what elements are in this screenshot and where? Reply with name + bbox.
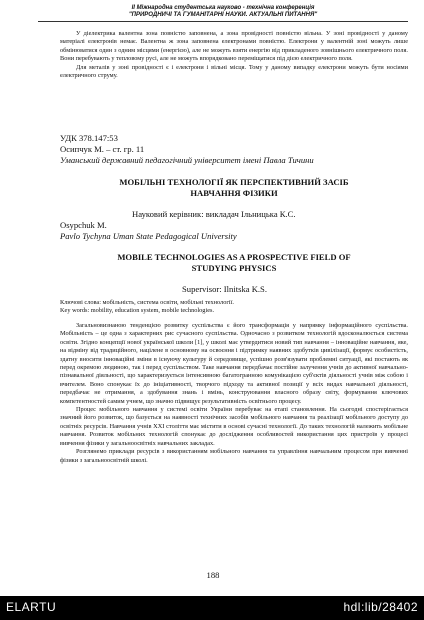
article-title-en-line-1: MOBILE TECHNOLOGIES AS A PROSPECTIVE FIELD OF	[117, 252, 351, 262]
keywords-block	[60, 299, 408, 315]
intro-text	[60, 30, 408, 80]
author-ua: Осипчук М. – ст. гр. 11	[60, 144, 145, 154]
intro-paragraph: Для металів у зоні провідності є і електрони і вільні місця. Тому у даному випадку електрони можуть бути носіями електричного струму.	[60, 63, 408, 80]
university-ua: Уманський державний педагогічний університет імені Павла Тичини	[60, 155, 314, 165]
article-title-ua	[60, 177, 408, 199]
conference-header-line-2: "ПРИРОДНИЧІ ТА ГУМАНІТАРНІ НАУКИ. АКТУАЛЬНІ ПИТАННЯ"	[128, 12, 318, 18]
supervisor-ua: Науковий керівник: викладач Ільницька К.С.	[132, 209, 296, 219]
conference-header-line-1: ІІ Міжнародна студентська науково - технічна конференція	[131, 5, 315, 11]
author-en: Osypchuk M.	[60, 220, 107, 230]
handle-link[interactable]: hdl:lib/28402	[343, 600, 418, 614]
article-title-ua-line-1: МОБІЛЬНІ ТЕХНОЛОГІЇ ЯК ПЕРСПЕКТИВНИЙ ЗАСІБ	[119, 177, 349, 187]
article-title-ua-line-2: НАВЧАННЯ ФІЗИКИ	[190, 188, 278, 198]
main-text	[60, 322, 408, 465]
document-page	[12, 0, 414, 590]
keywords-ua: Ключові слова: мобільність, система освіти, мобільні технології.	[60, 299, 234, 306]
main-paragraph: Розглянемо приклади ресурсів з використанням мобільного навчання та управління навчальним процесом при вивченні фізики з загальноосвітній школі.	[60, 448, 408, 464]
udc-code: УДК 378.147:53	[60, 133, 118, 143]
main-paragraph: Загальновизнаною тенденцією розвитку суспільства є його трансформація у напрямку інформаційного суспільства. Мобільність – це одна з характерних рис сучасного суспільства. Одночасно з розвитком технологій вдосконалюється система освіти. Згідно концепції нової української школи [1], у школі має утвердитися новий тип навчання – інноваційне навчання, яке, на відміну від традиційного, націлене в основному на освоєння і підтримку наявних здобутків цивілізації, формує особистість, здатну вносити інноваційні зміни в існуючу культуру й середовище, успішно розв'язувати проблемні ситуації, які постають як перед окремою людиною, так і перед суспільством. Таке навчання передбачає постійне залучення учнів до активної навчально-пізнавальної діяльності, що характеризується інтенсивною багатогранною комунікацією суб'єктів діяльності учнів між собою і вчителем. Воно спонукає їх до ініціативності, творчого підходу та активної позиції у всіх видах навчальної діяльності, передбачає не отримання, а здобування знань і вмінь, конструювання власного образу світу, формування ключових компетентностей самим учнем, що значно підвищує результативність освітнього процесу.	[60, 322, 408, 405]
main-paragraph: Процес мобільного навчання у системі освіти України перебуває на етапі становлення. На сьогодні спостерігається значний його розвиток, що базується на наявності технічних засобів мобільного навчання та реалізації мобільного доступу до освітніх ресурсів. Навчання учнів XXI століття має містити в основі сучасні технології. До таких технологій належить мобільне навчання. Розвиток мобільних технологій спонукає до дослідження особливостей використання цих пристроїв у процесі вивчення фізики у загальноосвітніх навчальних закладах.	[60, 406, 408, 447]
university-en: Pavlo Tychyna Uman State Pedagogical University	[60, 231, 237, 241]
article-title-en	[60, 252, 408, 274]
page-number: 188	[206, 570, 220, 580]
repository-name: ELARTU	[6, 600, 57, 614]
supervisor-en: Supervisor: Ilnitska K.S.	[182, 284, 267, 294]
conference-header	[38, 5, 408, 22]
intro-paragraph: У діелектрика валентна зона повністю заповнена, а зона провідності повністю вільна. У зоні провідності у даному матеріалі електронів немає. Валентна ж зона заповнена електронами повністю. Електрони у валентній зоні можуть лише обмінюватися один з одним місцями (енергією), але не можуть взяти енергію від прикладеного зовнішнього електричного поля. Вони перебувають у тепловому русі, але не можуть впорядковано переміщатися під дією електричного поля.	[60, 30, 408, 63]
article-title-en-line-2: STUDYING PHYSICS	[191, 263, 277, 273]
keywords-en: Key words: mobility, education system, mobile technologies.	[60, 307, 215, 315]
